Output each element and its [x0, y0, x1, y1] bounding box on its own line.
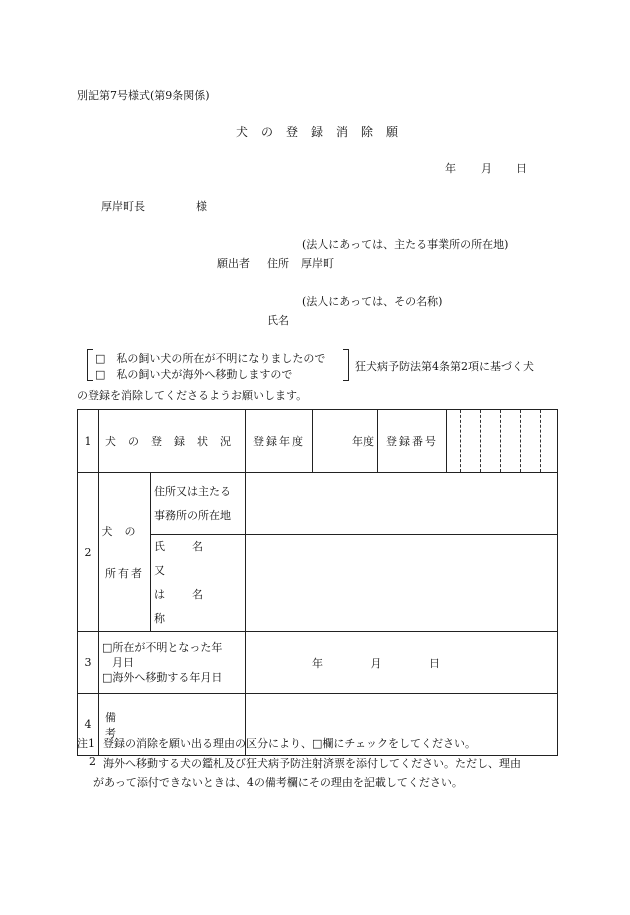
note2-label: 2 [89, 755, 96, 768]
date-option-missing[interactable]: □所在が不明となった年 [102, 641, 223, 654]
table-row-2a [78, 473, 558, 535]
honorific: 様 [196, 200, 207, 213]
addressee: 厚岸町長 [101, 200, 145, 213]
owner-label-bottom: 所有者 [105, 567, 144, 580]
address-value[interactable]: 厚岸町 [301, 257, 334, 270]
row1-number: 1 [78, 410, 99, 473]
owner-label-top: 犬の [101, 525, 148, 538]
owner-address-label-1: 住所又は主たる [154, 484, 231, 498]
bracket-right [343, 349, 349, 381]
owner-address-label [151, 473, 246, 535]
name-label: 氏名 [267, 314, 289, 327]
owner-label [99, 473, 151, 632]
reg-number-field[interactable] [447, 410, 558, 473]
date-field-day: 日 [429, 656, 440, 670]
row3-number: 3 [78, 632, 99, 694]
remarks-label: 備考 [99, 694, 246, 756]
address-label: 住所 [267, 257, 289, 270]
owner-name-label-1: 氏名又 [154, 540, 230, 577]
note2-text-line2: があって添付できないときは、4の備考欄にその理由を記載してください。 [93, 776, 463, 789]
row4-number: 4 [78, 694, 99, 756]
date-year-label: 年 [445, 162, 456, 175]
form-number: 別記第7号様式(第9条関係) [77, 89, 210, 102]
date-option-overseas[interactable]: □海外へ移動する年月日 [102, 671, 223, 684]
reg-year-field[interactable]: 年度 [313, 410, 378, 473]
date-option-missing-cont: 月日 [112, 656, 134, 669]
note2-text-line1: 海外へ移動する犬の鑑札及び狂犬病予防注射済票を添付してください。ただし、理由 [103, 757, 521, 770]
registration-table [77, 409, 558, 756]
corp-address-note: (法人にあっては、主たる事業所の所在地) [302, 238, 509, 251]
date-field[interactable] [246, 632, 558, 694]
owner-address-label-2: 事務所の所在地 [154, 508, 231, 522]
corp-name-note: (法人にあっては、その名称) [302, 295, 443, 308]
owner-address-field[interactable] [246, 473, 558, 535]
reg-year-label: 登録年度 [246, 410, 313, 473]
reason-option-overseas[interactable]: □ 私の飼い犬が海外へ移動しますので [95, 368, 293, 381]
date-options [99, 632, 246, 694]
row1-label: 犬の登録状況 [99, 410, 246, 473]
date-month-label: 月 [481, 162, 492, 175]
owner-name-label-2: は名称 [154, 588, 230, 625]
bracket-left [87, 349, 93, 381]
owner-name-field[interactable] [246, 535, 558, 632]
table-row-1 [78, 410, 558, 473]
date-field-month: 月 [370, 656, 382, 670]
applicant-label: 願出者 [217, 257, 250, 270]
reason-option-missing[interactable]: □ 私の飼い犬の所在が不明になりましたので [95, 352, 326, 365]
page-title: 犬の登録消除願 [236, 125, 412, 139]
row2-number: 2 [78, 473, 99, 632]
date-day-label: 日 [516, 162, 527, 175]
owner-name-label [151, 535, 246, 632]
date-field-year: 年 [312, 656, 323, 670]
reg-number-label: 登録番号 [378, 410, 447, 473]
request-text: の登録を消除してくださるようお願いします。 [77, 389, 308, 402]
table-row-3 [78, 632, 558, 694]
note1-text: 登録の消除を願い出る理由の区分により、□欄にチェックをしてください。 [103, 737, 477, 750]
note1-label: 注1 [77, 737, 95, 750]
legal-basis: 狂犬病予防法第4条第2項に基づく犬 [355, 360, 534, 373]
